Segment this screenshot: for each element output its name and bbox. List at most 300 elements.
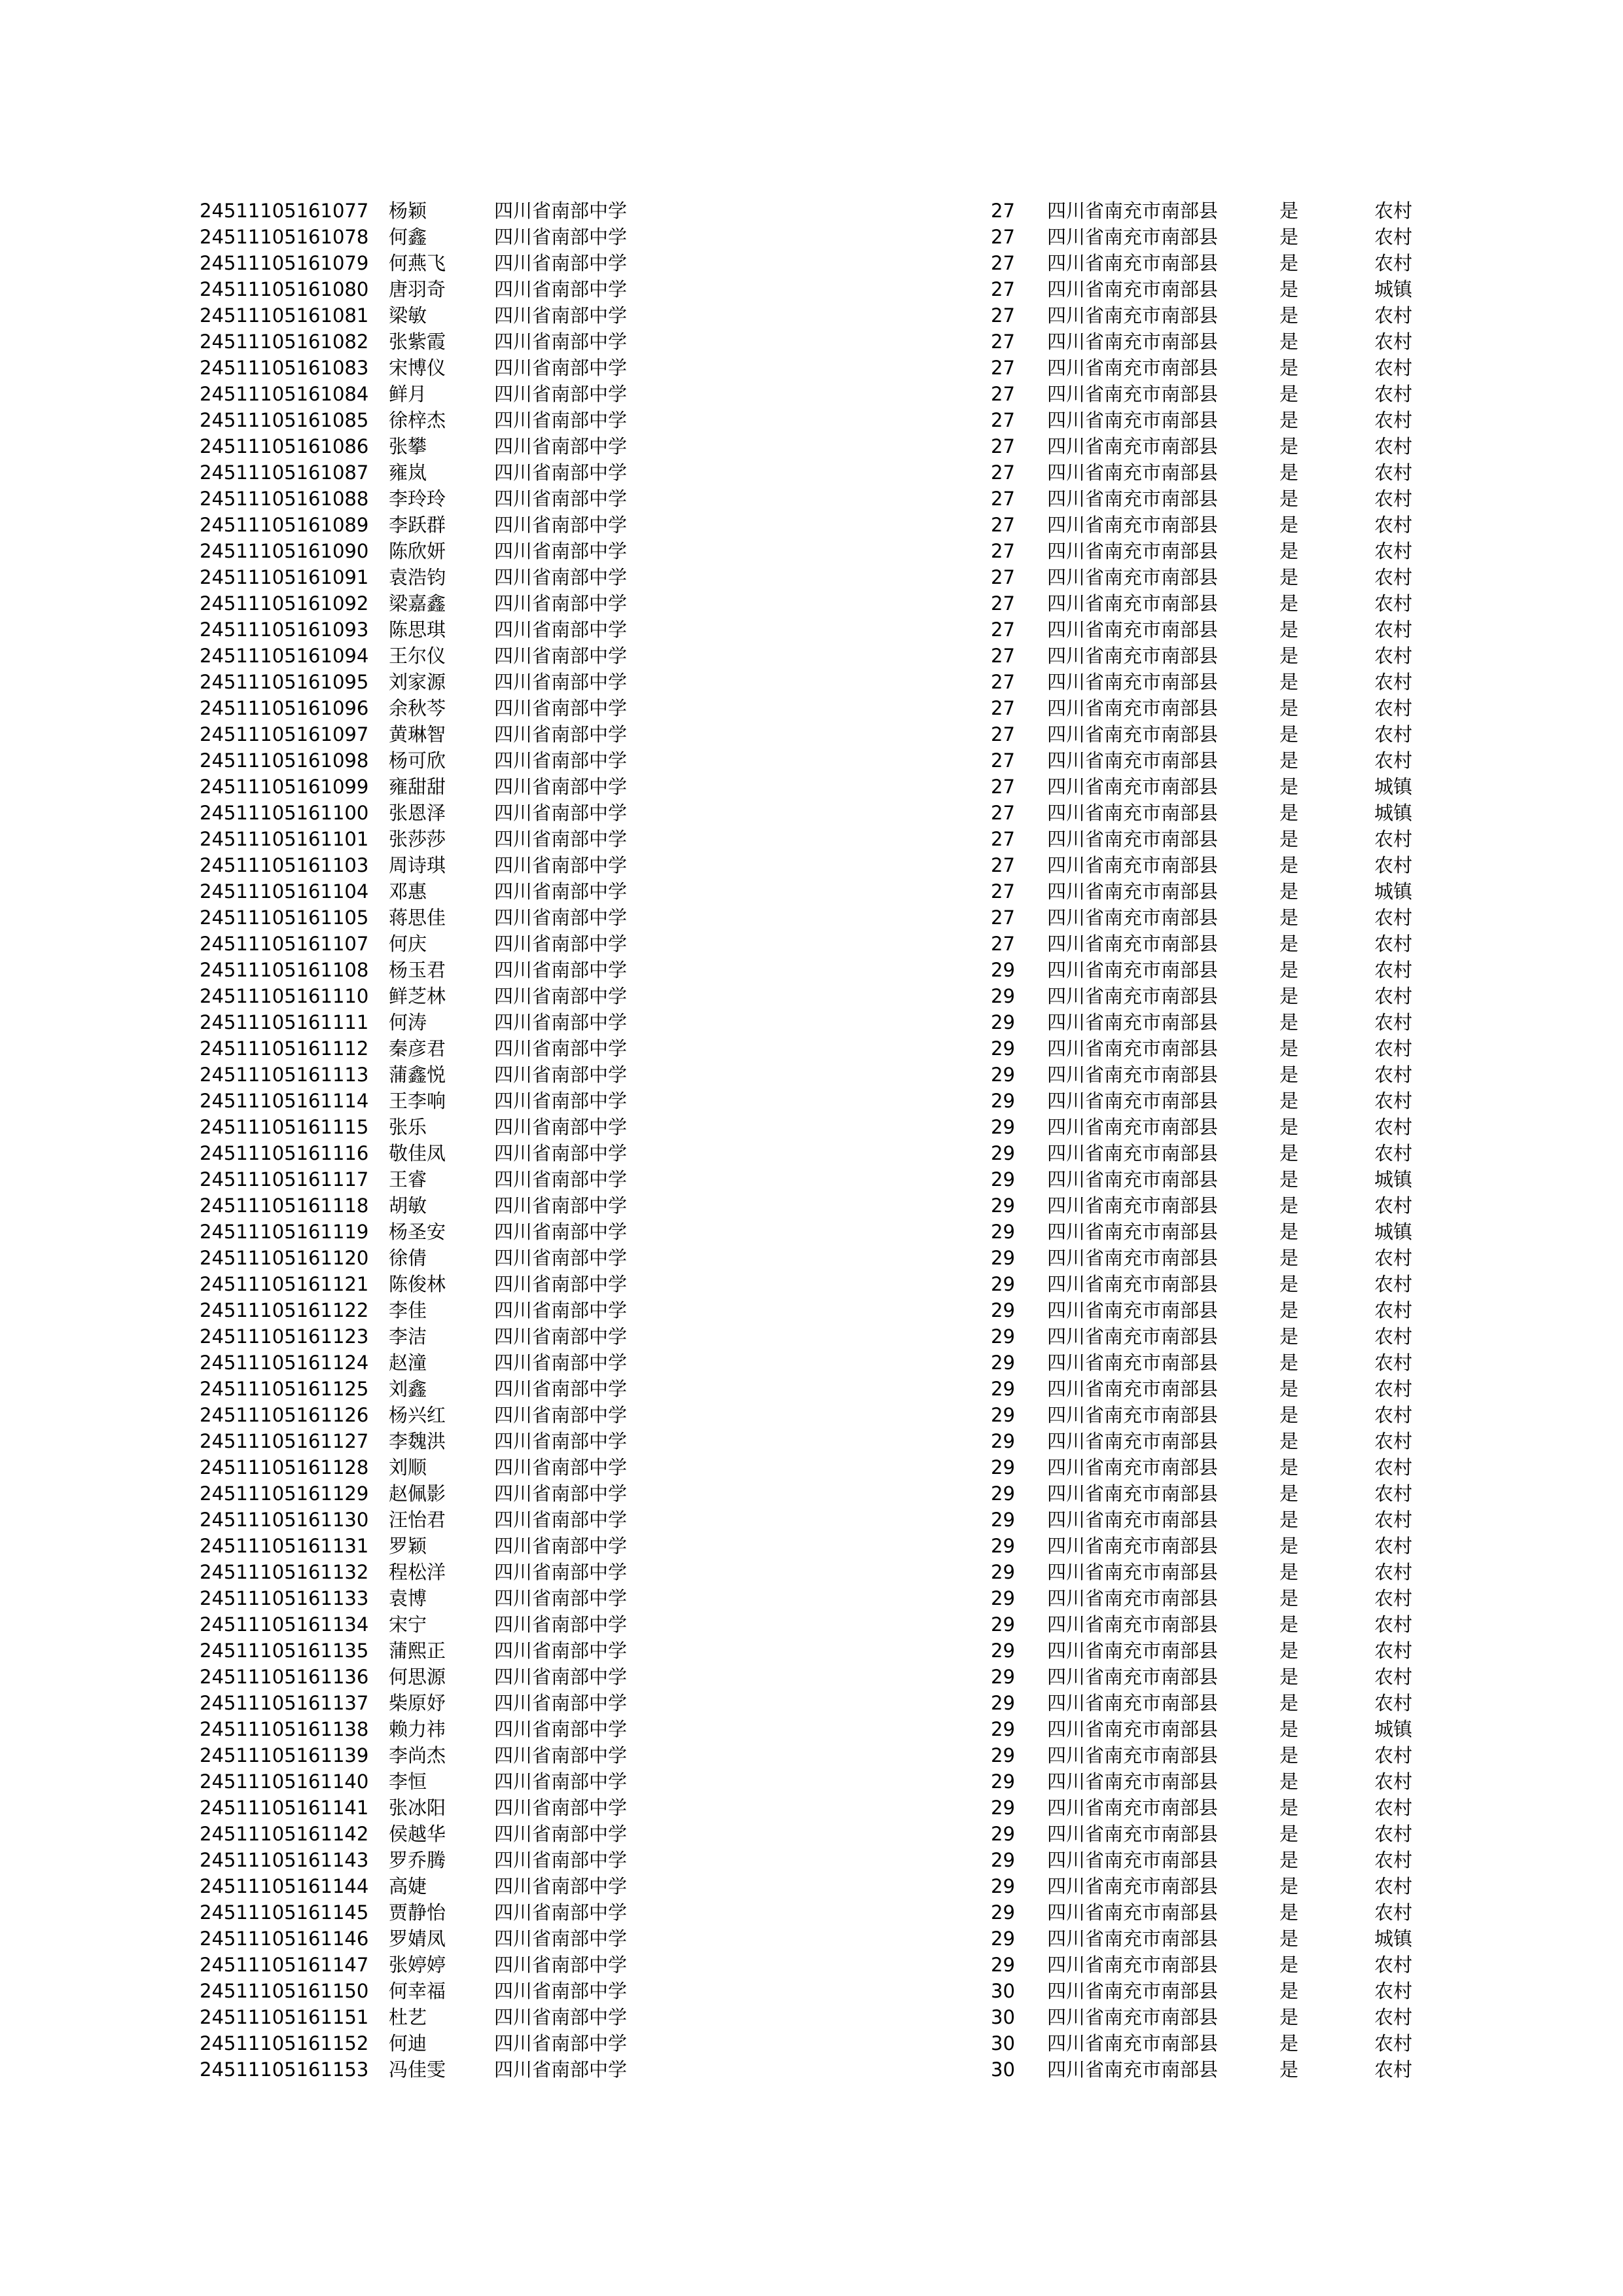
student-name: 杨玉君	[389, 959, 446, 981]
exam-id: 24511105161120	[200, 1247, 369, 1269]
score-value: 29	[991, 1430, 1015, 1452]
eligibility-flag: 是	[1279, 1666, 1299, 1688]
table-row	[200, 1533, 1443, 1559]
table-row	[200, 1716, 1443, 1742]
eligibility-flag: 是	[1279, 278, 1299, 300]
exam-id: 24511105161085	[200, 409, 369, 431]
table-row	[200, 1376, 1443, 1402]
score-value: 29	[991, 1352, 1015, 1374]
school-name: 四川省南部中学	[494, 1561, 628, 1583]
region: 四川省南充市南部县	[1047, 1404, 1219, 1426]
school-name: 四川省南部中学	[494, 749, 628, 772]
student-name: 程松洋	[389, 1561, 446, 1583]
residence-type: 农村	[1374, 2058, 1413, 2081]
eligibility-flag: 是	[1279, 331, 1299, 353]
region: 四川省南充市南部县	[1047, 1666, 1219, 1688]
residence-type: 城镇	[1374, 1168, 1413, 1191]
student-name: 柴原妤	[389, 1692, 446, 1714]
school-name: 四川省南部中学	[494, 1744, 628, 1767]
exam-id: 24511105161146	[200, 1928, 369, 1950]
school-name: 四川省南部中学	[494, 619, 628, 641]
exam-id: 24511105161114	[200, 1090, 369, 1112]
score-value: 27	[991, 383, 1015, 405]
residence-type: 农村	[1374, 514, 1413, 536]
student-name: 罗乔腾	[389, 1849, 446, 1871]
table-row	[200, 1926, 1443, 1952]
score-value: 29	[991, 1928, 1015, 1950]
table-row	[200, 1480, 1443, 1507]
residence-type: 农村	[1374, 1456, 1413, 1479]
table-row	[200, 1952, 1443, 1978]
region: 四川省南充市南部县	[1047, 1273, 1219, 1295]
school-name: 四川省南部中学	[494, 1849, 628, 1871]
table-row	[200, 983, 1443, 1009]
table-row	[200, 1323, 1443, 1350]
eligibility-flag: 是	[1279, 880, 1299, 903]
student-name: 李跃群	[389, 514, 446, 536]
table-row	[200, 1428, 1443, 1454]
table-row	[200, 329, 1443, 355]
table-row	[200, 1585, 1443, 1611]
score-value: 30	[991, 2032, 1015, 2054]
student-name: 何幸福	[389, 1980, 446, 2002]
table-row	[200, 355, 1443, 381]
residence-type: 农村	[1374, 383, 1413, 405]
score-value: 29	[991, 1613, 1015, 1636]
eligibility-flag: 是	[1279, 619, 1299, 641]
exam-id: 24511105161087	[200, 461, 369, 484]
student-name: 陈欣妍	[389, 540, 446, 562]
school-name: 四川省南部中学	[494, 985, 628, 1007]
table-row	[200, 1140, 1443, 1166]
school-name: 四川省南部中学	[494, 2006, 628, 2028]
table-row	[200, 486, 1443, 512]
residence-type: 农村	[1374, 1561, 1413, 1583]
eligibility-flag: 是	[1279, 1456, 1299, 1479]
school-name: 四川省南部中学	[494, 1875, 628, 1897]
eligibility-flag: 是	[1279, 409, 1299, 431]
score-value: 27	[991, 331, 1015, 353]
region: 四川省南充市南部县	[1047, 1325, 1219, 1348]
eligibility-flag: 是	[1279, 1090, 1299, 1112]
region: 四川省南充市南部县	[1047, 645, 1219, 667]
school-name: 四川省南部中学	[494, 409, 628, 431]
school-name: 四川省南部中学	[494, 488, 628, 510]
residence-type: 农村	[1374, 749, 1413, 772]
score-value: 29	[991, 1090, 1015, 1112]
school-name: 四川省南部中学	[494, 540, 628, 562]
exam-id: 24511105161086	[200, 435, 369, 457]
score-value: 27	[991, 566, 1015, 588]
table-row	[200, 1978, 1443, 2004]
score-value: 27	[991, 723, 1015, 745]
eligibility-flag: 是	[1279, 1901, 1299, 1924]
exam-id: 24511105161137	[200, 1692, 369, 1714]
student-name: 蒲熙正	[389, 1640, 446, 1662]
region: 四川省南充市南部县	[1047, 1561, 1219, 1583]
exam-id: 24511105161112	[200, 1037, 369, 1060]
residence-type: 农村	[1374, 1823, 1413, 1845]
eligibility-flag: 是	[1279, 1587, 1299, 1609]
eligibility-flag: 是	[1279, 828, 1299, 850]
student-name: 王尔仪	[389, 645, 446, 667]
eligibility-flag: 是	[1279, 1561, 1299, 1583]
exam-id: 24511105161104	[200, 880, 369, 903]
residence-type: 农村	[1374, 933, 1413, 955]
eligibility-flag: 是	[1279, 514, 1299, 536]
student-name: 袁博	[389, 1587, 427, 1609]
exam-id: 24511105161140	[200, 1770, 369, 1793]
student-name: 秦彦君	[389, 1037, 446, 1060]
region: 四川省南充市南部县	[1047, 1430, 1219, 1452]
student-name: 何庆	[389, 933, 427, 955]
eligibility-flag: 是	[1279, 985, 1299, 1007]
residence-type: 城镇	[1374, 1928, 1413, 1950]
table-row	[200, 695, 1443, 721]
table-row	[200, 1114, 1443, 1140]
table-row	[200, 2056, 1443, 2083]
eligibility-flag: 是	[1279, 906, 1299, 929]
exam-id: 24511105161080	[200, 278, 369, 300]
student-name: 雍岚	[389, 461, 427, 484]
school-name: 四川省南部中学	[494, 304, 628, 327]
residence-type: 农村	[1374, 1352, 1413, 1374]
residence-type: 农村	[1374, 1509, 1413, 1531]
exam-id: 24511105161092	[200, 592, 369, 615]
residence-type: 农村	[1374, 357, 1413, 379]
exam-id: 24511105161081	[200, 304, 369, 327]
school-name: 四川省南部中学	[494, 1273, 628, 1295]
score-value: 27	[991, 697, 1015, 719]
residence-type: 农村	[1374, 1037, 1413, 1060]
exam-id: 24511105161095	[200, 671, 369, 693]
student-name: 袁浩钧	[389, 566, 446, 588]
student-name: 杨兴红	[389, 1404, 446, 1426]
school-name: 四川省南部中学	[494, 514, 628, 536]
student-name: 罗颖	[389, 1535, 427, 1557]
exam-id: 24511105161136	[200, 1666, 369, 1688]
region: 四川省南充市南部县	[1047, 1640, 1219, 1662]
eligibility-flag: 是	[1279, 671, 1299, 693]
exam-id: 24511105161082	[200, 331, 369, 353]
residence-type: 农村	[1374, 1666, 1413, 1688]
region: 四川省南充市南部县	[1047, 461, 1219, 484]
student-name: 蒲鑫悦	[389, 1064, 446, 1086]
student-name: 张冰阳	[389, 1797, 446, 1819]
residence-type: 农村	[1374, 1194, 1413, 1217]
school-name: 四川省南部中学	[494, 357, 628, 379]
table-row	[200, 224, 1443, 250]
score-value: 29	[991, 1404, 1015, 1426]
exam-id: 24511105161101	[200, 828, 369, 850]
eligibility-flag: 是	[1279, 383, 1299, 405]
student-name: 何鑫	[389, 226, 427, 248]
student-name: 李恒	[389, 1770, 427, 1793]
region: 四川省南充市南部县	[1047, 226, 1219, 248]
region: 四川省南充市南部县	[1047, 1378, 1219, 1400]
student-name: 徐梓杰	[389, 409, 446, 431]
score-value: 27	[991, 540, 1015, 562]
score-value: 29	[991, 1456, 1015, 1479]
score-value: 29	[991, 1849, 1015, 1871]
student-name: 唐羽奇	[389, 278, 446, 300]
eligibility-flag: 是	[1279, 1273, 1299, 1295]
residence-type: 农村	[1374, 1980, 1413, 2002]
school-name: 四川省南部中学	[494, 1770, 628, 1793]
region: 四川省南充市南部县	[1047, 1247, 1219, 1269]
region: 四川省南充市南部县	[1047, 357, 1219, 379]
score-value: 27	[991, 906, 1015, 929]
student-name: 宋博仪	[389, 357, 446, 379]
score-value: 27	[991, 645, 1015, 667]
residence-type: 农村	[1374, 331, 1413, 353]
exam-id: 24511105161107	[200, 933, 369, 955]
exam-id: 24511105161105	[200, 906, 369, 929]
table-row	[200, 800, 1443, 826]
score-value: 29	[991, 1718, 1015, 1740]
student-name: 蒋思佳	[389, 906, 446, 929]
student-name: 敬佳凤	[389, 1142, 446, 1164]
student-name: 徐倩	[389, 1247, 427, 1269]
student-name: 李玲玲	[389, 488, 446, 510]
school-name: 四川省南部中学	[494, 1404, 628, 1426]
exam-id: 24511105161127	[200, 1430, 369, 1452]
score-value: 29	[991, 1247, 1015, 1269]
eligibility-flag: 是	[1279, 461, 1299, 484]
region: 四川省南充市南部县	[1047, 1090, 1219, 1112]
exam-id: 24511105161093	[200, 619, 369, 641]
exam-id: 24511105161079	[200, 252, 369, 274]
region: 四川省南充市南部县	[1047, 200, 1219, 222]
exam-id: 24511105161122	[200, 1299, 369, 1321]
residence-type: 农村	[1374, 200, 1413, 222]
score-value: 27	[991, 619, 1015, 641]
eligibility-flag: 是	[1279, 1692, 1299, 1714]
region: 四川省南充市南部县	[1047, 1168, 1219, 1191]
exam-id: 24511105161142	[200, 1823, 369, 1845]
student-name: 周诗琪	[389, 854, 446, 876]
student-table	[200, 198, 1443, 2083]
residence-type: 农村	[1374, 1378, 1413, 1400]
eligibility-flag: 是	[1279, 1718, 1299, 1740]
school-name: 四川省南部中学	[494, 1378, 628, 1400]
residence-type: 农村	[1374, 1482, 1413, 1505]
table-row	[200, 538, 1443, 564]
exam-id: 24511105161128	[200, 1456, 369, 1479]
exam-id: 24511105161090	[200, 540, 369, 562]
school-name: 四川省南部中学	[494, 1116, 628, 1138]
exam-id: 24511105161115	[200, 1116, 369, 1138]
region: 四川省南充市南部县	[1047, 880, 1219, 903]
eligibility-flag: 是	[1279, 1640, 1299, 1662]
table-row	[200, 1795, 1443, 1821]
eligibility-flag: 是	[1279, 200, 1299, 222]
student-name: 王睿	[389, 1168, 427, 1191]
eligibility-flag: 是	[1279, 1064, 1299, 1086]
eligibility-flag: 是	[1279, 2006, 1299, 2028]
table-row	[200, 1821, 1443, 1847]
eligibility-flag: 是	[1279, 1797, 1299, 1819]
residence-type: 农村	[1374, 1954, 1413, 1976]
school-name: 四川省南部中学	[494, 1090, 628, 1112]
residence-type: 农村	[1374, 2032, 1413, 2054]
residence-type: 农村	[1374, 409, 1413, 431]
eligibility-flag: 是	[1279, 1378, 1299, 1400]
eligibility-flag: 是	[1279, 697, 1299, 719]
score-value: 27	[991, 671, 1015, 693]
score-value: 29	[991, 1064, 1015, 1086]
table-row	[200, 1350, 1443, 1376]
region: 四川省南充市南部县	[1047, 383, 1219, 405]
residence-type: 农村	[1374, 1692, 1413, 1714]
region: 四川省南充市南部县	[1047, 985, 1219, 1007]
residence-type: 农村	[1374, 1011, 1413, 1033]
school-name: 四川省南部中学	[494, 1011, 628, 1033]
exam-id: 24511105161113	[200, 1064, 369, 1086]
score-value: 29	[991, 1482, 1015, 1505]
school-name: 四川省南部中学	[494, 1194, 628, 1217]
residence-type: 城镇	[1374, 776, 1413, 798]
student-name: 李佳	[389, 1299, 427, 1321]
region: 四川省南充市南部县	[1047, 1901, 1219, 1924]
table-row	[200, 250, 1443, 276]
school-name: 四川省南部中学	[494, 1299, 628, 1321]
student-name: 张恩泽	[389, 802, 446, 824]
region: 四川省南充市南部县	[1047, 1770, 1219, 1793]
score-value: 29	[991, 1823, 1015, 1845]
school-name: 四川省南部中学	[494, 1352, 628, 1374]
school-name: 四川省南部中学	[494, 1509, 628, 1531]
school-name: 四川省南部中学	[494, 1535, 628, 1557]
region: 四川省南充市南部县	[1047, 723, 1219, 745]
region: 四川省南充市南部县	[1047, 1116, 1219, 1138]
score-value: 29	[991, 1561, 1015, 1583]
region: 四川省南充市南部县	[1047, 2032, 1219, 2054]
eligibility-flag: 是	[1279, 1299, 1299, 1321]
eligibility-flag: 是	[1279, 1221, 1299, 1243]
score-value: 29	[991, 1194, 1015, 1217]
school-name: 四川省南部中学	[494, 435, 628, 457]
eligibility-flag: 是	[1279, 1954, 1299, 1976]
student-name: 王李响	[389, 1090, 446, 1112]
residence-type: 农村	[1374, 1849, 1413, 1871]
school-name: 四川省南部中学	[494, 723, 628, 745]
exam-id: 24511105161098	[200, 749, 369, 772]
residence-type: 农村	[1374, 1770, 1413, 1793]
student-name: 陈俊林	[389, 1273, 446, 1295]
school-name: 四川省南部中学	[494, 278, 628, 300]
student-name: 张攀	[389, 435, 427, 457]
table-row	[200, 1402, 1443, 1428]
residence-type: 农村	[1374, 1430, 1413, 1452]
student-name: 贾静怡	[389, 1901, 446, 1924]
residence-type: 农村	[1374, 1325, 1413, 1348]
region: 四川省南充市南部县	[1047, 906, 1219, 929]
score-value: 29	[991, 959, 1015, 981]
region: 四川省南充市南部县	[1047, 566, 1219, 588]
residence-type: 农村	[1374, 697, 1413, 719]
school-name: 四川省南部中学	[494, 200, 628, 222]
residence-type: 农村	[1374, 1744, 1413, 1767]
exam-id: 24511105161129	[200, 1482, 369, 1505]
region: 四川省南充市南部县	[1047, 1980, 1219, 2002]
exam-id: 24511105161144	[200, 1875, 369, 1897]
score-value: 29	[991, 1901, 1015, 1924]
school-name: 四川省南部中学	[494, 1797, 628, 1819]
eligibility-flag: 是	[1279, 1849, 1299, 1871]
residence-type: 农村	[1374, 1273, 1413, 1295]
school-name: 四川省南部中学	[494, 1980, 628, 2002]
region: 四川省南充市南部县	[1047, 409, 1219, 431]
region: 四川省南充市南部县	[1047, 1718, 1219, 1740]
region: 四川省南充市南部县	[1047, 1299, 1219, 1321]
table-row	[200, 381, 1443, 407]
residence-type: 农村	[1374, 854, 1413, 876]
school-name: 四川省南部中学	[494, 2058, 628, 2081]
exam-id: 24511105161151	[200, 2006, 369, 2028]
score-value: 27	[991, 880, 1015, 903]
residence-type: 农村	[1374, 1299, 1413, 1321]
region: 四川省南充市南部县	[1047, 1875, 1219, 1897]
residence-type: 农村	[1374, 619, 1413, 641]
eligibility-flag: 是	[1279, 1011, 1299, 1033]
region: 四川省南充市南部县	[1047, 933, 1219, 955]
student-name: 李尚杰	[389, 1744, 446, 1767]
region: 四川省南充市南部县	[1047, 776, 1219, 798]
student-name: 余秋芩	[389, 697, 446, 719]
region: 四川省南充市南部县	[1047, 514, 1219, 536]
student-name: 赖力祎	[389, 1718, 446, 1740]
exam-id: 24511105161150	[200, 1980, 369, 2002]
table-row	[200, 198, 1443, 224]
table-row	[200, 957, 1443, 983]
school-name: 四川省南部中学	[494, 226, 628, 248]
table-row	[200, 1611, 1443, 1638]
school-name: 四川省南部中学	[494, 1247, 628, 1269]
table-row	[200, 1742, 1443, 1768]
student-name: 张紫霞	[389, 331, 446, 353]
student-name: 雍甜甜	[389, 776, 446, 798]
student-name: 何燕飞	[389, 252, 446, 274]
exam-id: 24511105161125	[200, 1378, 369, 1400]
exam-id: 24511105161111	[200, 1011, 369, 1033]
table-row	[200, 1193, 1443, 1219]
score-value: 30	[991, 2058, 1015, 2081]
school-name: 四川省南部中学	[494, 854, 628, 876]
eligibility-flag: 是	[1279, 1404, 1299, 1426]
residence-type: 农村	[1374, 1640, 1413, 1662]
region: 四川省南充市南部县	[1047, 1928, 1219, 1950]
region: 四川省南充市南部县	[1047, 1482, 1219, 1505]
exam-id: 24511105161097	[200, 723, 369, 745]
school-name: 四川省南部中学	[494, 906, 628, 929]
eligibility-flag: 是	[1279, 776, 1299, 798]
score-value: 29	[991, 1640, 1015, 1662]
score-value: 27	[991, 357, 1015, 379]
exam-id: 24511105161145	[200, 1901, 369, 1924]
eligibility-flag: 是	[1279, 2032, 1299, 2054]
eligibility-flag: 是	[1279, 1613, 1299, 1636]
eligibility-flag: 是	[1279, 1116, 1299, 1138]
table-row	[200, 826, 1443, 852]
residence-type: 农村	[1374, 1901, 1413, 1924]
region: 四川省南充市南部县	[1047, 2006, 1219, 2028]
student-name: 梁嘉鑫	[389, 592, 446, 615]
exam-id: 24511105161077	[200, 200, 369, 222]
region: 四川省南充市南部县	[1047, 331, 1219, 353]
school-name: 四川省南部中学	[494, 592, 628, 615]
student-name: 黄琳智	[389, 723, 446, 745]
